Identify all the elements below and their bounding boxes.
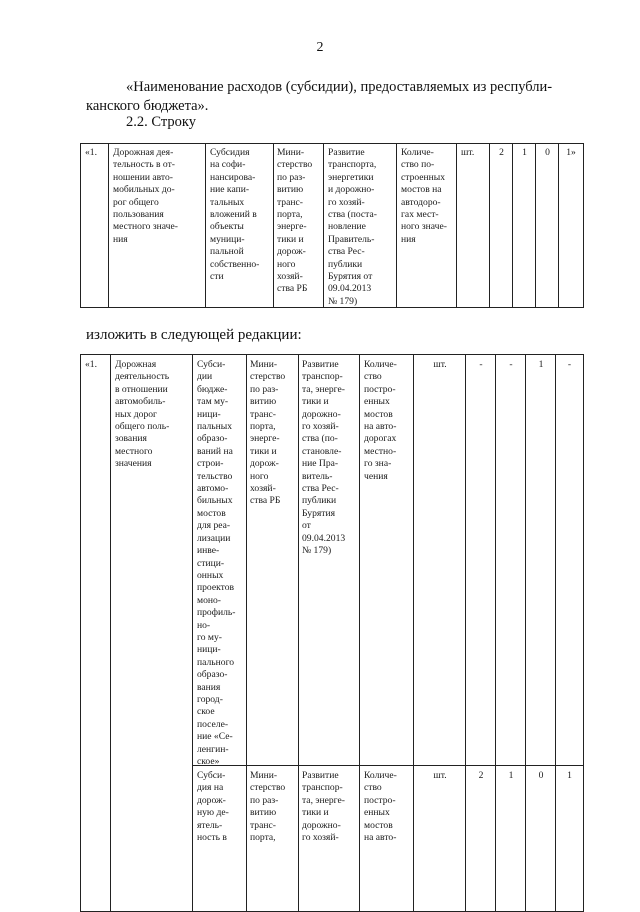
intro-line-2: канского бюджета». [86,98,209,114]
new-row2-ministry: Мини- стерство по раз- витию транс- порта, [250,770,286,844]
new-row1-value-4: - [567,359,572,370]
intro-line-1: «Наименование расходов (субсидии), предоставляемых из республи- [126,79,553,95]
table-old [80,143,584,308]
new-row2-unit: шт. [433,770,447,781]
old-value-1: 2 [499,147,504,158]
table-new-col-divider [414,355,466,911]
old-activity: Дорожная дея- тельность в от- ношении авто- мобильных до- рог общего пользования местного значе- ния [113,147,178,245]
table-new [80,354,584,912]
new-row1-subsidy: Субси- дии бюдже- там му- ници- пальных образо- ваний на строи- тельство автомо- бильных мостов для реа- лизации инве- стици- онных проектов моно- профиль- но- го му- ници- пального образо- вания город- ское поселе- ние «Се- ленгин- ское» [197,359,236,767]
new-row1-value-1: - [479,359,483,370]
new-row1-value-3: 1 [538,359,544,370]
table-new-col-divider [526,355,556,911]
table-old-col-divider [536,144,559,307]
table-new-row-divider [193,765,583,766]
table-old-col-divider [81,144,109,307]
intro-paragraph [86,78,586,116]
new-row2-value-4: 1 [567,770,572,781]
new-row1-ministry: Мини- стерство по раз- витию транс- порта, энерге- тики и дорож- ного хозяй- ства РБ [250,359,286,507]
old-row-number: «1. [85,147,97,158]
new-activity: Дорожная деятельность в отношении автомобиль- ных дорог общего поль- зования местного значения [115,359,170,470]
new-row1-value-2: - [509,359,513,370]
table-new-col-divider [496,355,526,911]
old-value-3: 0 [545,147,550,158]
new-row2-subsidy: Субси- дия на дорож- ную де- ятель- ность в [197,770,229,844]
new-row2-value-2: 1 [508,770,514,781]
new-row2-program: Развитие транспор- та, энерге- тики и дорожно- го хозяй- [302,770,345,844]
table-new-col-divider [81,355,111,911]
new-row2-value-1: 2 [478,770,484,781]
old-value-4: 1» [566,147,576,158]
old-unit: шт. [461,147,475,158]
new-row2-indicator: Количе- ство постро- енных мостов на авто- [364,770,397,844]
edit-phrase: изложить в следующей редакции: [86,327,302,343]
old-ministry: Мини- стерство по раз- витию транс- порта, энерге- тики и дорож- ного хозяй- ства РБ [277,147,313,295]
old-subsidy: Субсидия на софи- нансирова- ние капи- тальных вложений в объекты муници- пальной собственно- сти [210,147,260,283]
new-row1-indicator: Количе- ство постро- енных мостов на авто- дорогах местно- го зна- чения [364,359,397,482]
new-row-number: «1. [85,359,97,370]
table-old-col-divider [513,144,536,307]
new-row1-unit: шт. [433,359,447,370]
table-old-col-divider [490,144,513,307]
table-new-col-divider [466,355,496,911]
page-number: 2 [316,40,324,55]
new-row2-value-3: 0 [538,770,544,781]
old-value-2: 1 [522,147,527,158]
clause-heading: 2.2. Строку [126,114,196,130]
old-indicator: Количе- ство по- строенных мостов на автодоро- гах мест- ного значе- ния [401,147,447,245]
table-old-col-divider [457,144,490,307]
old-program: Развитие транспорта, энергетики и дорожно- го хозяй- ства (поста- новление Правитель- ства Рес- публики Бурятия от 09.04.2013 № 179) [328,147,377,307]
new-row1-program: Развитие транспор- та, энерге- тики и дорожно- го хозяй- ства (по- становле- ние Пра- витель- ства Рес- публики Бурятия от 09.04.2013 № 179) [302,359,346,557]
